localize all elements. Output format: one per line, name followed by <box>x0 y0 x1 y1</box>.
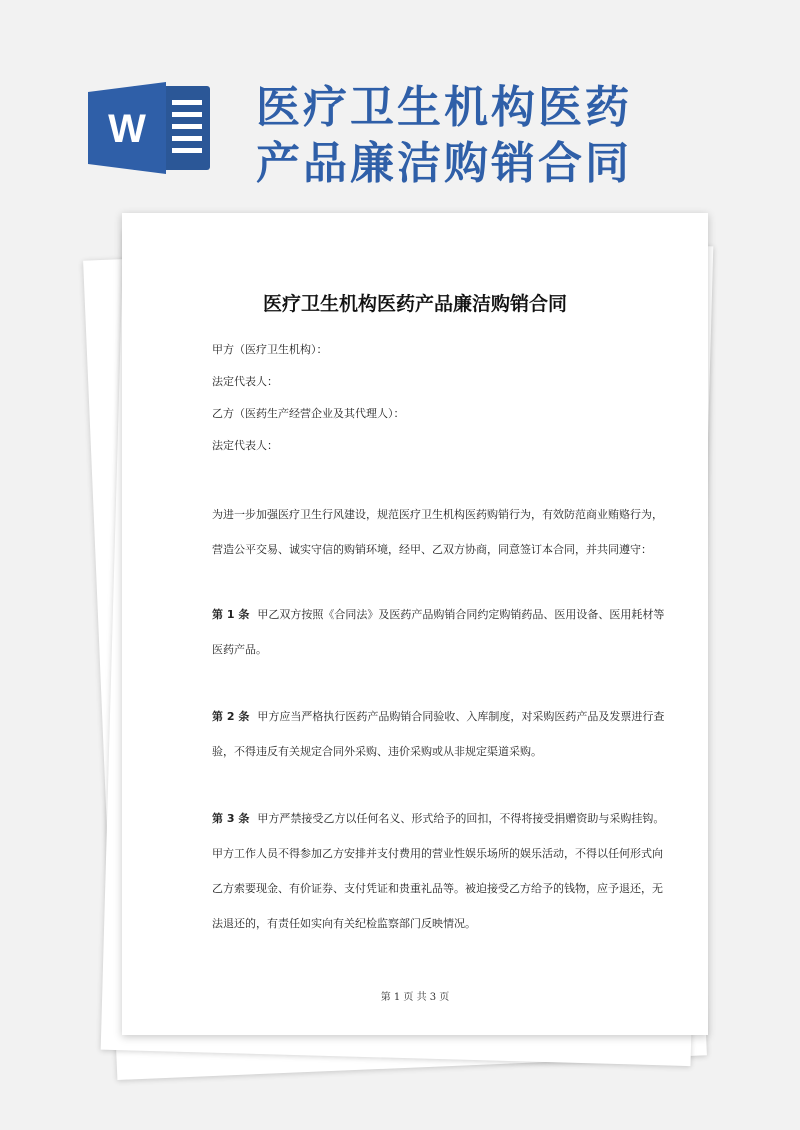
article-line <box>212 801 665 836</box>
article-3 <box>212 801 665 941</box>
banner-title-line-1: 医疗卫生机构医药 <box>256 82 632 133</box>
article-text: 甲乙双方按照《合同法》及医药产品购销合同约定购销药品、医用设备、医用耗材等 <box>257 608 665 621</box>
word-icon-letter: W <box>108 107 146 151</box>
preamble-paragraph <box>212 497 663 567</box>
article-1 <box>212 597 665 667</box>
article-text: 甲方严禁接受乙方以任何名义、形式给予的回扣，不得将接受捐赠资助与采购挂钩。 <box>257 812 665 825</box>
party-b-representative-field: 法定代表人： <box>212 439 278 452</box>
article-label: 第 3 条 <box>212 812 250 825</box>
party-b-field: 乙方（医药生产经营企业及其代理人）： <box>212 407 405 420</box>
article-label: 第 2 条 <box>212 710 250 723</box>
banner-title-line-2: 产品廉洁购销合同 <box>256 138 632 189</box>
banner-title <box>256 80 776 192</box>
document-page <box>122 213 708 1035</box>
word-icon <box>88 82 214 174</box>
article-line <box>212 699 665 734</box>
party-a-representative-field: 法定代表人： <box>212 375 278 388</box>
article-line: 乙方索要现金、有价证券、支付凭证和贵重礼品等。被迫接受乙方给予的钱物，应予退还，无 <box>212 882 663 895</box>
article-line <box>212 597 665 632</box>
article-line: 医药产品。 <box>212 643 267 656</box>
preamble-line: 为进一步加强医疗卫生行风建设，规范医疗卫生机构医药购销行为，有效防范商业贿赂行为， <box>212 508 663 521</box>
party-a-field: 甲方（医疗卫生机构）： <box>212 343 328 356</box>
article-text: 甲方应当严格执行医药产品购销合同验收、入库制度，对采购医药产品及发票进行查 <box>257 710 665 723</box>
article-line: 法退还的，有责任如实向有关纪检监察部门反映情况。 <box>212 917 476 930</box>
header-banner <box>0 0 800 200</box>
article-2 <box>212 699 665 769</box>
article-line: 验，不得违反有关规定合同外采购、违价采购或从非规定渠道采购。 <box>212 745 542 758</box>
article-label: 第 1 条 <box>212 608 250 621</box>
document-title: 医疗卫生机构医药产品廉洁购销合同 <box>262 293 567 315</box>
page-footer: 第 1 页 共 3 页 <box>380 992 450 1003</box>
preamble-line: 营造公平交易、诚实守信的购销环境，经甲、乙双方协商，同意签订本合同，并共同遵守： <box>212 543 652 556</box>
article-line: 甲方工作人员不得参加乙方安排并支付费用的营业性娱乐场所的娱乐活动，不得以任何形式向 <box>212 847 663 860</box>
